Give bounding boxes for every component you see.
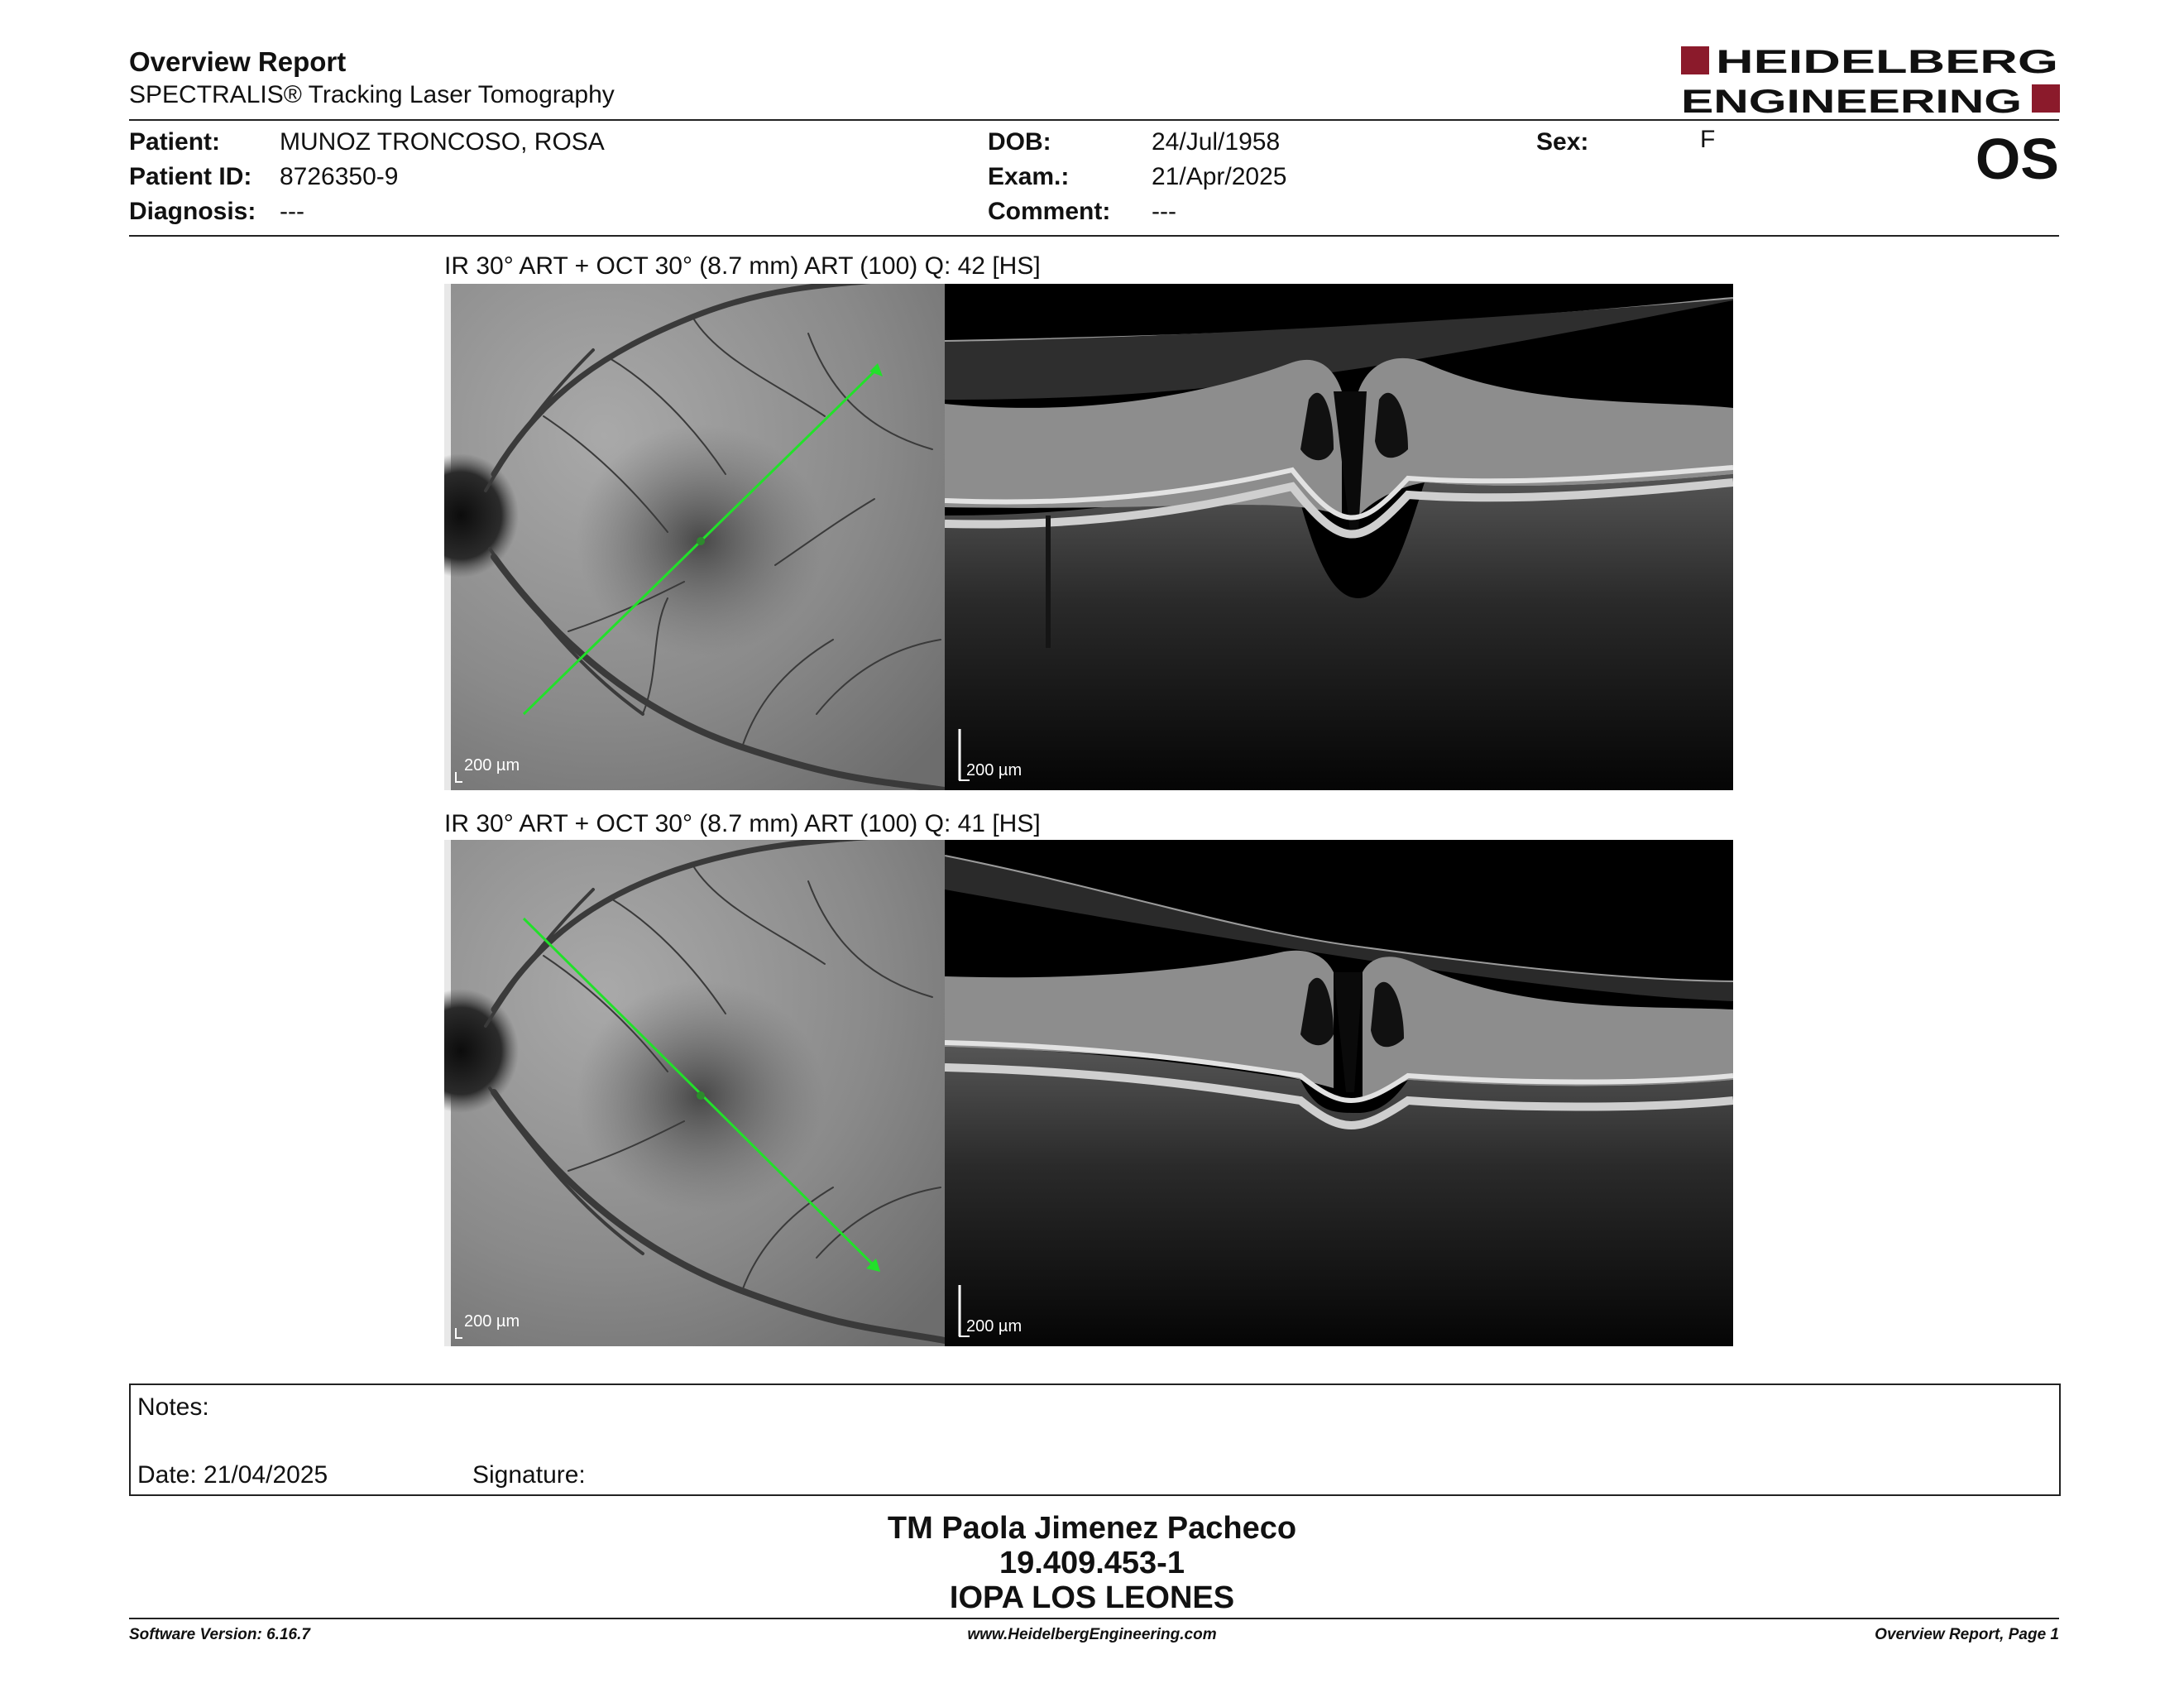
patient-label: Patient: [129, 128, 221, 156]
scan-1-title: IR 30° ART + OCT 30° (8.7 mm) ART (100) Q: 42 [HS] [444, 252, 1041, 280]
footer-divider [129, 1618, 2059, 1619]
svg-text:200 µm: 200 µm [966, 1317, 1023, 1336]
page-indicator: Overview Report, Page 1 [1875, 1626, 2059, 1643]
sex-label: Sex: [1536, 128, 1589, 156]
stamp-id: 19.409.453-1 [999, 1546, 1185, 1580]
stamp-name: TM Paola Jimenez Pacheco [887, 1511, 1297, 1546]
dob-value: 24/Jul/1958 [1152, 128, 1281, 156]
report-subtitle: SPECTRALIS® Tracking Laser Tomography [129, 81, 615, 108]
svg-text:200 µm: 200 µm [464, 756, 520, 774]
dob-label: DOB: [988, 128, 1051, 156]
signature-label: Signature: [472, 1461, 586, 1489]
svg-text:200 µm: 200 µm [966, 761, 1023, 779]
scan-1-fundus-image [444, 284, 945, 790]
comment-label: Comment: [988, 198, 1111, 225]
comment-value: --- [1152, 198, 1176, 225]
exam-label: Exam.: [988, 163, 1070, 190]
scan-1-oct-bscan [945, 284, 1733, 790]
scan-2-title: IR 30° ART + OCT 30° (8.7 mm) ART (100) Q: 41 [HS] [444, 810, 1041, 837]
patient-divider [129, 235, 2059, 237]
scan-2-fundus-image [444, 840, 945, 1346]
patient-id-label: Patient ID: [129, 163, 252, 190]
svg-text:200 µm: 200 µm [464, 1312, 520, 1331]
diagnosis-value: --- [280, 198, 304, 225]
eye-indicator: OS [1975, 127, 2059, 191]
diagnosis-label: Diagnosis: [129, 198, 256, 225]
header-divider [129, 119, 2059, 121]
notes-label: Notes: [137, 1393, 209, 1421]
heidelberg-logo [1681, 46, 2060, 116]
report-title: Overview Report [129, 46, 347, 77]
scan-2-oct-bscan [945, 840, 1733, 1346]
website-link[interactable]: www.HeidelbergEngineering.com [967, 1626, 1217, 1643]
exam-value: 21/Apr/2025 [1152, 163, 1287, 190]
patient-id: 8726350-9 [280, 163, 399, 190]
svg-text:HEIDELBERG: HEIDELBERG [1716, 46, 2058, 80]
date-label: Date: 21/04/2025 [137, 1461, 328, 1489]
notes-box [129, 1383, 2061, 1496]
sex-value: F [1700, 126, 1716, 153]
patient-name: MUNOZ TRONCOSO, ROSA [280, 128, 605, 156]
svg-text:ENGINEERING: ENGINEERING [1681, 84, 2022, 116]
software-version: Software Version: 6.16.7 [129, 1626, 310, 1643]
stamp-institution: IOPA LOS LEONES [949, 1580, 1235, 1615]
